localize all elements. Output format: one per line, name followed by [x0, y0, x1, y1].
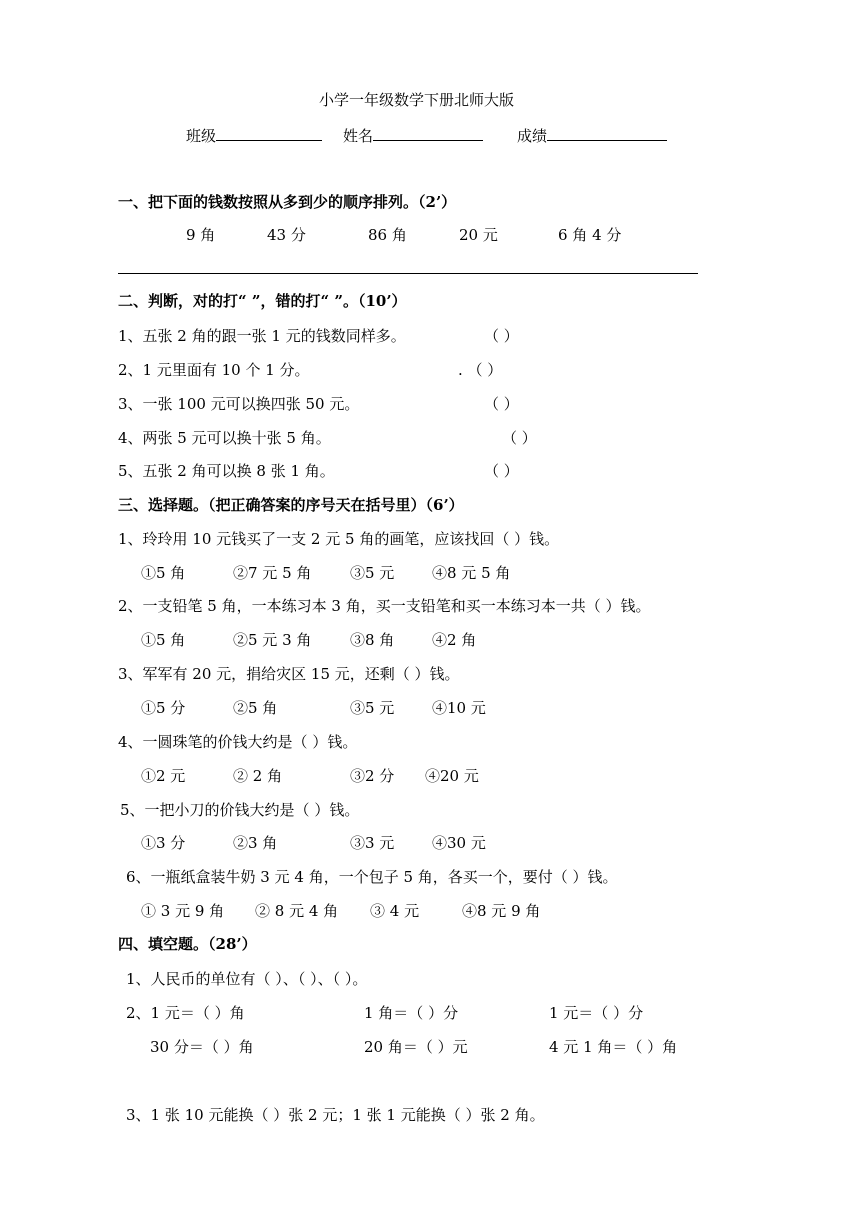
section4-heading: 四、填空题。（28’） — [118, 935, 257, 953]
fill-question: 3、1 张 10 元能换（ ）张 2 元；1 张 1 元能换（ ）张 2 角。 — [126, 1106, 545, 1124]
class-field — [186, 124, 322, 146]
choice-option[interactable]: ③2 分 — [350, 767, 395, 785]
fill-item: 2、1 元＝（ ）角 — [126, 1004, 245, 1022]
judge-blank[interactable]: （ ） — [484, 395, 519, 413]
choice-question: 1、玲玲用 10 元钱买了一支 2 元 5 角的画笔，应该找回（ ）钱。 — [118, 530, 560, 548]
fill-question: 1、人民币的单位有（ ）、（ ）、（ ）。 — [126, 970, 368, 988]
choice-option[interactable]: ②5 元 3 角 — [233, 631, 312, 649]
choice-question: 4、一圆珠笔的价钱大约是（ ）钱。 — [118, 733, 358, 751]
choice-option[interactable]: ② 8 元 4 角 — [255, 902, 339, 920]
choice-option[interactable]: ④8 元 9 角 — [462, 902, 541, 920]
fill-item: 20 角＝（ ）元 — [364, 1038, 468, 1056]
page-title: 小学一年级数学下册北师大版 — [319, 91, 515, 109]
name-field — [343, 124, 483, 146]
fill-item: 1 元＝（ ）分 — [549, 1004, 644, 1022]
choice-question: 3、军军有 20 元，捐给灾区 15 元，还剩（ ）钱。 — [118, 665, 460, 683]
choice-option[interactable]: ④10 元 — [432, 699, 486, 717]
section2-heading: 二、判断，对的打“ ”，错的打“ ”。（10’） — [118, 292, 407, 310]
answer-line[interactable] — [118, 273, 698, 274]
choice-option[interactable]: ①2 元 — [141, 767, 186, 785]
money-item: 6 角 4 分 — [558, 226, 622, 244]
judge-question: 4、两张 5 元可以换十张 5 角。 — [118, 429, 331, 447]
choice-option[interactable]: ③3 元 — [350, 834, 395, 852]
choice-question: 5、一把小刀的价钱大约是（ ）钱。 — [120, 801, 360, 819]
money-item: 43 分 — [267, 226, 306, 244]
name-blank[interactable] — [373, 124, 483, 141]
score-blank[interactable] — [547, 124, 667, 141]
choice-option[interactable]: ①3 分 — [141, 834, 186, 852]
choice-option[interactable]: ④30 元 — [432, 834, 486, 852]
choice-option[interactable]: ② 2 角 — [233, 767, 283, 785]
score-field — [517, 124, 667, 146]
money-item: 86 角 — [368, 226, 407, 244]
judge-blank[interactable]: . （ ） — [458, 361, 503, 379]
choice-option[interactable]: ①5 分 — [141, 699, 186, 717]
choice-option[interactable]: ①5 角 — [141, 564, 186, 582]
class-label: 班级 — [186, 127, 217, 145]
fill-item: 30 分＝（ ）角 — [150, 1038, 254, 1056]
judge-question: 1、五张 2 角的跟一张 1 元的钱数同样多。 — [118, 327, 406, 345]
choice-option[interactable]: ②5 角 — [233, 699, 278, 717]
section1-heading: 一、把下面的钱数按照从多到少的顺序排列。（2’） — [118, 193, 457, 211]
judge-blank[interactable]: （ ） — [484, 462, 519, 480]
judge-question: 2、1 元里面有 10 个 1 分。 — [118, 361, 310, 379]
score-label: 成绩 — [517, 127, 548, 145]
choice-question: 6、一瓶纸盒装牛奶 3 元 4 角，一个包子 5 角，各买一个，要付（ ）钱。 — [126, 868, 618, 886]
judge-question: 3、一张 100 元可以换四张 50 元。 — [118, 395, 360, 413]
judge-question: 5、五张 2 角可以换 8 张 1 角。 — [118, 462, 335, 480]
choice-question: 2、一支铅笔 5 角，一本练习本 3 角，买一支铅笔和买一本练习本一共（ ）钱。 — [118, 597, 651, 615]
choice-option[interactable]: ③5 元 — [350, 699, 395, 717]
choice-option[interactable]: ①5 角 — [141, 631, 186, 649]
choice-option[interactable]: ②7 元 5 角 — [233, 564, 312, 582]
money-item: 9 角 — [186, 226, 216, 244]
name-label: 姓名 — [343, 127, 374, 145]
section3-heading: 三、选择题。（把正确答案的序号天在括号里）（6’） — [118, 496, 464, 514]
class-blank[interactable] — [216, 124, 322, 141]
money-item: 20 元 — [459, 226, 498, 244]
choice-option[interactable]: ① 3 元 9 角 — [141, 902, 225, 920]
choice-option[interactable]: ③ 4 元 — [370, 902, 420, 920]
choice-option[interactable]: ③5 元 — [350, 564, 395, 582]
choice-option[interactable]: ③8 角 — [350, 631, 395, 649]
fill-item: 1 角＝（ ）分 — [364, 1004, 459, 1022]
choice-option[interactable]: ④2 角 — [432, 631, 477, 649]
judge-blank[interactable]: （ ） — [484, 327, 519, 345]
judge-blank[interactable]: （ ） — [502, 429, 537, 447]
choice-option[interactable]: ④8 元 5 角 — [432, 564, 511, 582]
choice-option[interactable]: ②3 角 — [233, 834, 278, 852]
choice-option[interactable]: ④20 元 — [425, 767, 479, 785]
fill-item: 4 元 1 角＝（ ）角 — [549, 1038, 678, 1056]
